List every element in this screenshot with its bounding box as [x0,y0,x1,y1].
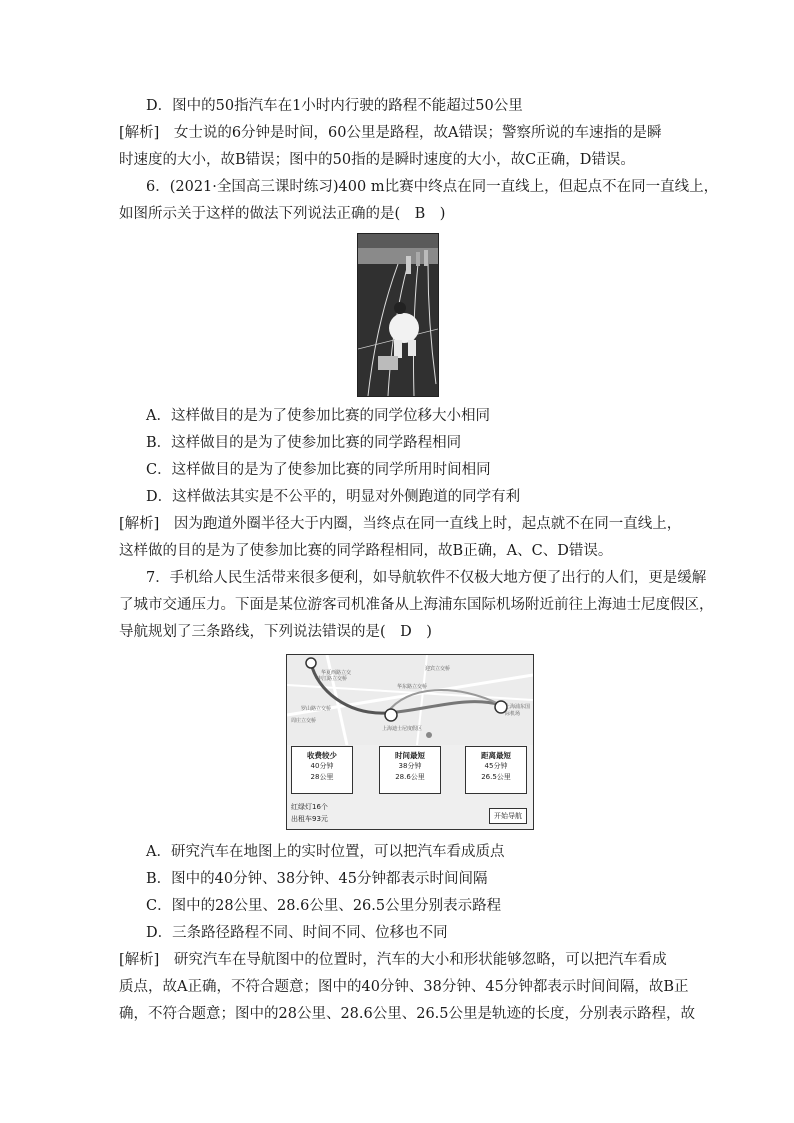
route-option-shortest[interactable] [465,746,527,794]
analysis-q7-line3: 确，不符合题意；图中的28公里、28.6公里、26.5公里是轨迹的长度，分别表示路程，故 [119,1006,696,1022]
map-label: 申江路立交桥 [317,676,348,682]
analysis-q6-line2: 这样做的目的是为了使参加比赛的同学路程相同，故B正确，A、C、D错误。 [119,543,613,559]
route-time: 45分钟 [484,762,508,770]
map-label: 迎宾立交桥 [425,666,451,672]
question-6-line1: 6．(2021·全国高三课时练习)400 m比赛中终点在同一直线上，但起点不在同一直线上， [146,179,719,195]
question-6-line2: 如图所示关于这样的做法下列说法正确的是( B ) [119,206,446,222]
map-label: 上海迪士尼度假区 [382,726,423,732]
taxi-fare: 出租车93元 [291,815,328,823]
map-label: 上海浦东国际机场 [505,704,531,717]
question-7-line3: 导航规划了三条路线，下列说法错误的是( D ) [119,624,432,640]
route-distance: 26.5公里 [481,773,511,781]
navigation-map [286,654,534,830]
map-label: 周庄立交桥 [291,718,317,724]
option-c-q6: C．这样做目的是为了使参加比赛的同学所用时间相同 [146,462,491,478]
route-time: 40分钟 [310,762,334,770]
analysis-q5-line2: 时速度的大小，故B错误；图中的50指的是瞬时速度的大小，故C正确，D错误。 [119,152,635,168]
option-a-q6: A．这样做目的是为了使参加比赛的同学位移大小相同 [146,408,490,424]
option-d-q7: D．三条路径路程不同、时间不同、位移也不同 [146,925,448,941]
option-c-q7: C．图中的28公里、28.6公里、26.5公里分别表示路程 [146,898,502,914]
option-d-q6: D．这样做法其实是不公平的，明显对外侧跑道的同学有利 [146,489,521,505]
analysis-q6-line1: [解析] 因为跑道外圈半径大于内圈，当终点在同一直线上时，起点就不在同一直线上， [119,516,682,532]
route-title: 时间最短 [395,751,425,760]
option-d-q5: D．图中的50指汽车在1小时内行驶的路程不能超过50公里 [146,98,523,114]
route-title: 距离最短 [481,751,511,760]
option-b-q7: B．图中的40分钟、38分钟、45分钟都表示时间间隔 [146,871,488,887]
map-label: 罗山路立交桥 [301,706,332,712]
map-label: 华夏西路立交 [321,670,352,676]
question-7-line2: 了城市交通压力。下面是某位游客司机准备从上海浦东国际机场附近前往上海迪士尼度假区， [119,597,714,613]
analysis-q5-line1: [解析] 女士说的6分钟是时间，60公里是路程，故A错误；警察所说的车速指的是瞬 [119,125,662,141]
track-photo [357,233,439,397]
route-option-fastest[interactable] [379,746,441,794]
route-title: 收费较少 [307,751,337,760]
route-distance: 28公里 [310,773,334,781]
route-distance: 28.6公里 [395,773,425,781]
map-label: 华东路立交桥 [397,684,428,690]
route-option-cheapest[interactable] [291,746,353,794]
runner-on-track-image [358,234,438,396]
option-b-q6: B．这样做目的是为了使参加比赛的同学路程相同 [146,435,462,451]
start-navigation-button[interactable]: 开始导航 [489,808,527,824]
analysis-q7-line1: [解析] 研究汽车在导航图中的位置时，汽车的大小和形状能够忽略，可以把汽车看成 [119,952,667,968]
question-7-line1: 7．手机给人民生活带来很多便利，如导航软件不仅极大地方便了出行的人们，更是缓解 [146,570,707,586]
route-time: 38分钟 [398,762,422,770]
traffic-lights-count: 红绿灯16个 [291,803,328,811]
option-a-q7: A．研究汽车在地图上的实时位置，可以把汽车看成质点 [146,844,505,860]
analysis-q7-line2: 质点，故A正确，不符合题意；图中的40分钟、38分钟、45分钟都表示时间间隔，故B正 [119,979,689,995]
